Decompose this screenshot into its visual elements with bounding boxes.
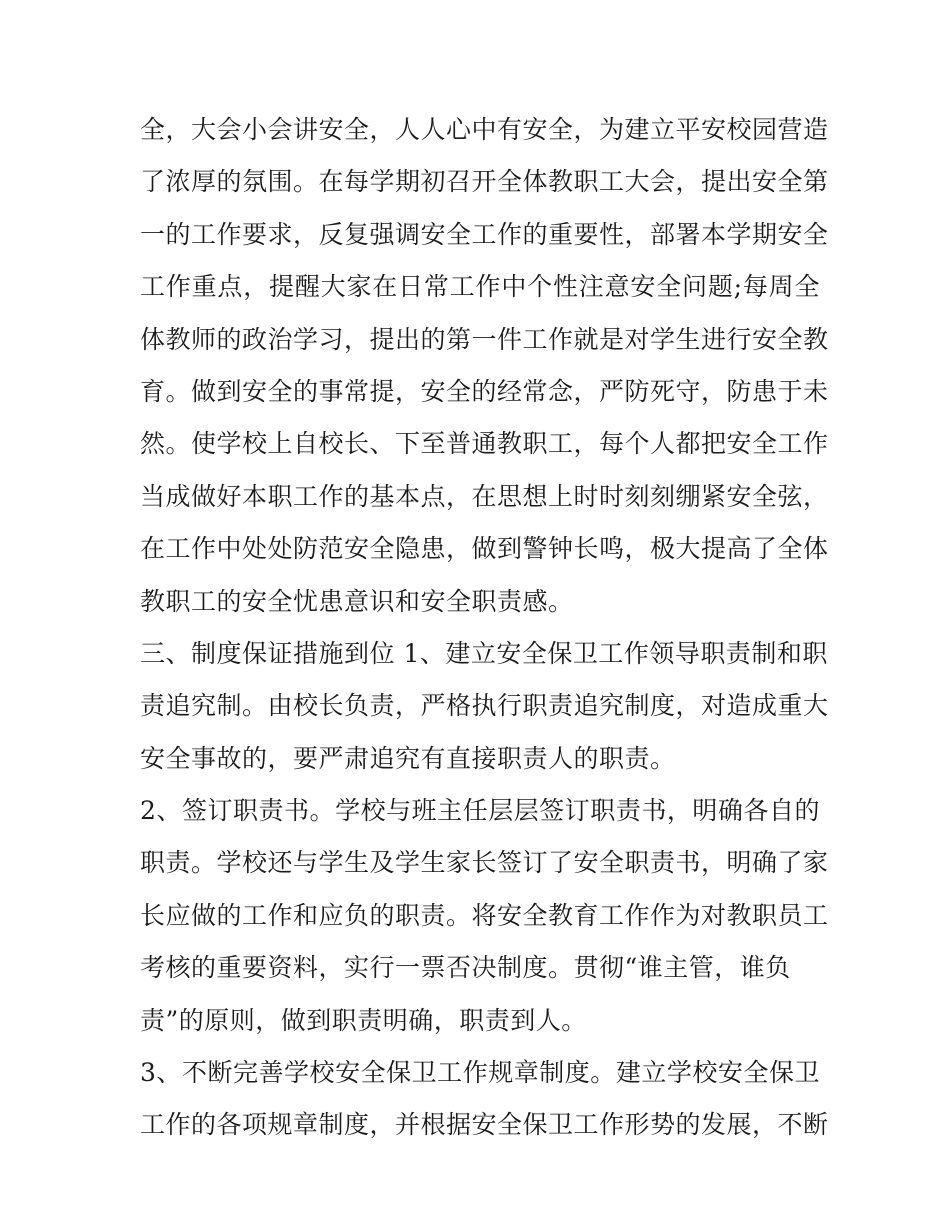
text-line: 职责。学校还与学生及学生家长签订了安全职责书，明确了家 [140, 848, 829, 878]
text-line: 考核的重要资料，实行一票否决制度。贯彻“谁主管，谁负 [140, 953, 791, 983]
text-line: 责”的原则，做到职责明确，职责到人。 [140, 1005, 587, 1035]
text-line: 体教师的政治学习，提出的第一件工作就是对学生进行安全教 [140, 324, 829, 354]
text-line: 三、制度保证措施到位 1、建立安全保卫工作领导职责制和职 [140, 638, 828, 668]
text-line: 安全事故的，要严肃追究有直接职责人的职责。 [140, 743, 676, 773]
text-line: 2、签订职责书。学校与班主任层层签订职责书，明确各自的 [140, 796, 820, 826]
text-line: 然。使学校上自校长、下至普通教职工，每个人都把安全工作 [140, 429, 829, 459]
text-line: 责追究制。由校长负责，严格执行职责追究制度，对造成重大 [140, 691, 829, 721]
text-line: 3、不断完善学校安全保卫工作规章制度。建立学校安全保卫 [140, 1058, 820, 1088]
text-line: 在工作中处处防范安全隐患，做到警钟长鸣，极大提高了全体 [140, 534, 829, 564]
text-line: 了浓厚的氛围。在每学期初召开全体教职工大会，提出安全第 [140, 167, 829, 197]
text-line: 一的工作要求，反复强调安全工作的重要性，部署本学期安全 [140, 219, 829, 249]
text-line: 长应做的工作和应负的职责。将安全教育工作作为对教职员工 [140, 900, 829, 930]
text-line: 全，大会小会讲安全，人人心中有安全，为建立平安校园营造 [140, 115, 829, 144]
text-line: 工作重点，提醒大家在日常工作中个性注意安全问题;每周全 [140, 272, 820, 302]
text-line: 当成做好本职工作的基本点，在思想上时时刻刻绷紧安全弦， [140, 481, 829, 511]
document-body [140, 104, 829, 1152]
text-line: 教职工的安全忧患意识和安全职责感。 [140, 586, 574, 616]
text-line: 工作的各项规章制度，并根据安全保卫工作形势的发展，不断 [140, 1110, 829, 1140]
text-line: 育。做到安全的事常提，安全的经常念，严防死守，防患于未 [140, 376, 829, 406]
